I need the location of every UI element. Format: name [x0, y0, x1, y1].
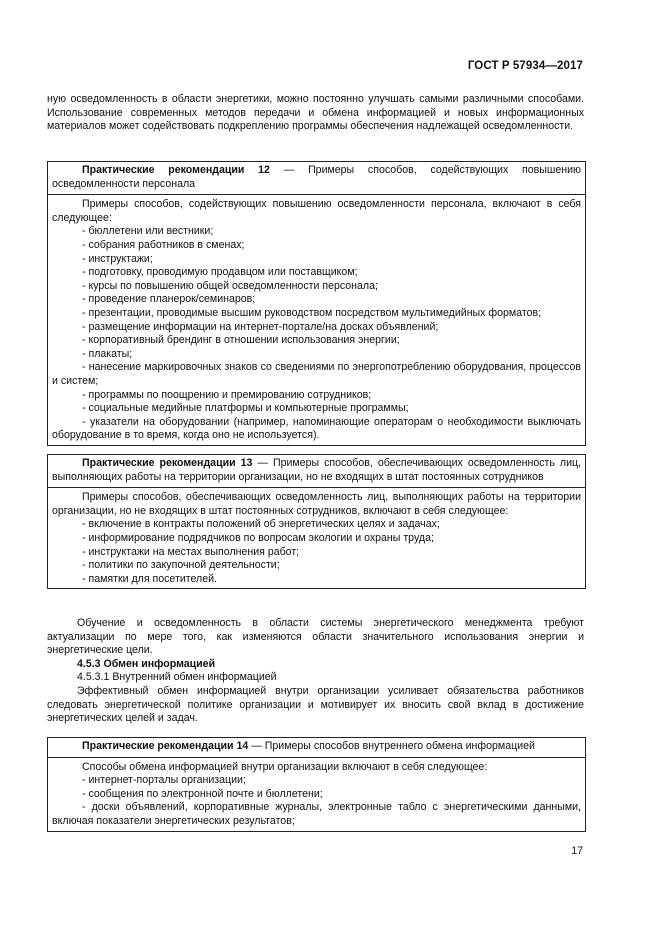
- list-item: - интернет-порталы организации;: [82, 774, 246, 787]
- list-item: - инструктажи на местах выполнения работ;: [82, 545, 300, 558]
- recommendation-12-box: [47, 161, 586, 446]
- page-number: 17: [571, 845, 583, 857]
- recommendation-13-title-text: — Примеры способов, обеспечивающих осведомленность лиц, выполняющих работы на территории организации, но не входящих в штат постоянных сотрудников: [52, 457, 581, 483]
- recommendation-14-body: [48, 758, 585, 831]
- list-item: - собрания работников в сменах;: [82, 238, 245, 251]
- list-item: - плакаты;: [82, 347, 133, 360]
- communication-paragraph: Эффективный обмен информацией внутри организации усиливает обязательства работников следовать энергетической политике организации и мотивирует их вносить свой вклад в достижение энергетических целей и задач.: [47, 684, 584, 725]
- recommendation-12-title: [48, 162, 585, 195]
- recommendation-14-title-text: — Примеры способов внутреннего обмена информацией: [248, 740, 535, 752]
- recommendation-13-lead: Примеры способов, обеспечивающих осведомленность лиц, выполняющих работы на территории организации, но не входящих в штат постоянных сотрудников, включают в себя следующее:: [52, 491, 581, 517]
- list-item: - программы по поощрению и премированию сотрудников;: [82, 388, 372, 401]
- intro-paragraph: ную осведомленность в области энергетики, можно постоянно улучшать самыми различными способами. Использование современных методов передачи и обмена информацией и новых информационных материалов может содействовать подкреплению программы обеспечения надлежащей осведомленности.: [47, 93, 584, 133]
- list-item: - нанесение маркировочных знаков со сведениями по энергопотреблению оборудования, процессов и систем;: [52, 361, 581, 387]
- list-item: - памятки для посетителей.: [82, 572, 217, 585]
- list-item: - размещение информации на интернет-портале/на досках объявлений;: [82, 320, 439, 333]
- recommendation-12-body: [48, 195, 585, 445]
- recommendation-14-label: Практические рекомендации 14: [82, 740, 249, 752]
- training-paragraph: Обучение и осведомленность в области системы энергетического менеджмента требуют актуализации по мере того, как изменяются области значительного использования энергии и энергетические цели.: [47, 617, 584, 657]
- section-heading: 4.5.3 Обмен информацией: [77, 657, 216, 670]
- recommendation-13-body: [48, 488, 585, 588]
- recommendation-13-box: [47, 454, 586, 589]
- list-item: - курсы по повышению общей осведомленности персонала;: [82, 279, 378, 292]
- standard-code: ГОСТ Р 57934—2017: [467, 60, 583, 72]
- list-item: - политики по закупочной деятельности;: [82, 559, 280, 572]
- recommendation-14-lead: Способы обмена информацией внутри организации включают в себя следующее:: [82, 760, 488, 773]
- list-item: - доски объявлений, корпоративные журналы, электронные табло с энергетическими данными, включая показатели энергетических результатов;: [52, 801, 581, 827]
- recommendation-13-label: Практические рекомендации 13: [82, 457, 253, 469]
- recommendation-12-label: Практические рекомендации 12: [82, 164, 270, 176]
- recommendation-12-lead: Примеры способов, содействующих повышению осведомленности персонала, включают в себя следующее:: [52, 198, 581, 224]
- list-item: - подготовку, проводимую продавцом или поставщиком;: [82, 266, 358, 279]
- list-item: - бюллетени или вестники;: [82, 225, 214, 238]
- list-item: - указатели на оборудовании (например, напоминающие операторам о необходимости выключать оборудование в то время, когда оно не используется).: [52, 415, 581, 442]
- list-item: - презентации, проводимые высшим руководством посредством мультимедийных форматов;: [82, 306, 542, 319]
- recommendation-14-title: [48, 738, 585, 758]
- list-item: - социальные медийные платформы и компьютерные программы;: [82, 402, 409, 415]
- list-item: - проведение планерок/семинаров;: [82, 293, 256, 306]
- recommendation-12-title-text: — Примеры способов, содействующих повышению осведомленности персонала: [52, 164, 581, 190]
- recommendation-13-title: [48, 455, 585, 488]
- subsection-heading: 4.5.3.1 Внутренний обмен информацией: [77, 671, 277, 684]
- section-text: [47, 617, 584, 726]
- list-item: - информирование подрядчиков по вопросам экологии и охраны труда;: [82, 531, 434, 544]
- list-item: - сообщения по электронной почте и бюллетени;: [82, 787, 323, 800]
- list-item: - инструктажи;: [82, 252, 153, 265]
- recommendation-14-box: [47, 737, 586, 832]
- list-item: - корпоративный брендинг в отношении использования энергии;: [82, 334, 400, 347]
- list-item: - включение в контракты положений об энергетических целях и задачах;: [82, 518, 440, 531]
